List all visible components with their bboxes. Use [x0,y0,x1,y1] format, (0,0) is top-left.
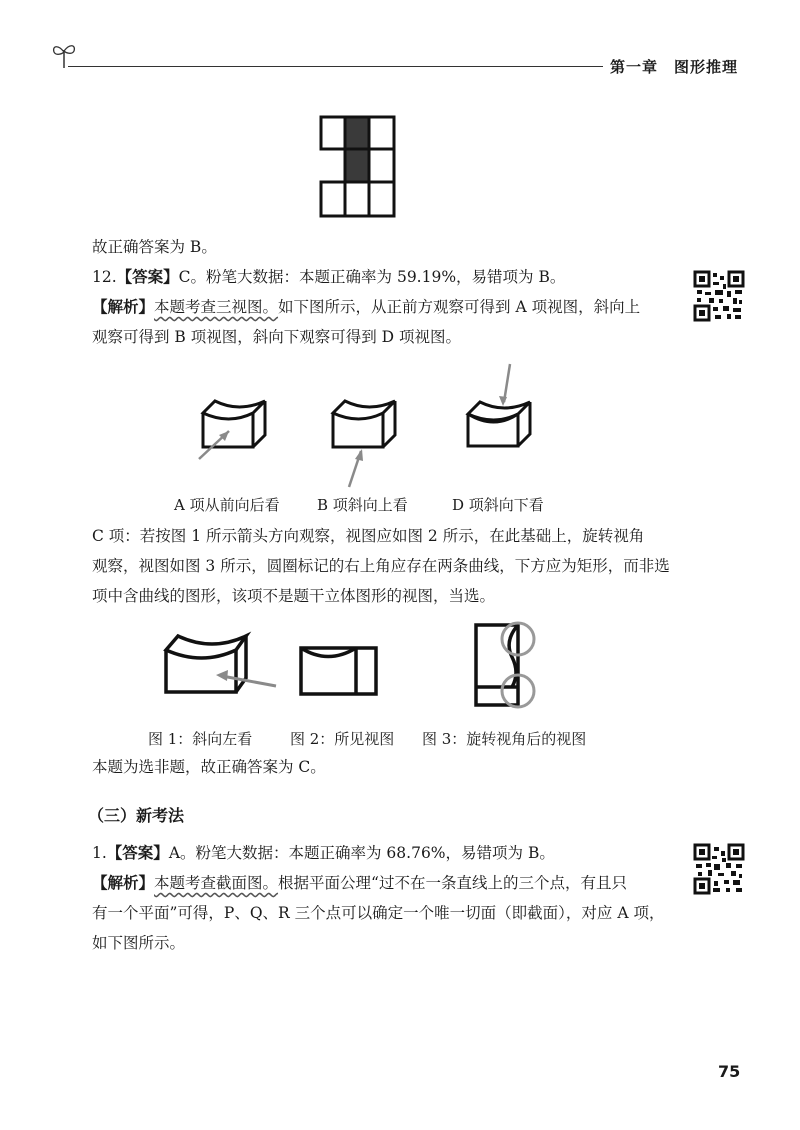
c-explanation-line3: 项中含曲线的图形，该项不是题干立体图形的视图，当选。 [92,587,496,605]
chapter-title: 第一章 图形推理 [610,58,739,76]
q12-analysis-line2: 观察可得到 B 项视图，斜向下观察可得到 D 项视图。 [92,328,462,346]
conclusion-line: 本题为选非题，故正确答案为 C。 [92,758,326,776]
figure-1 [160,628,280,698]
caption-fig2: 图 2：所见视图 [290,730,395,748]
caption-fig-b: B 项斜向上看 [317,496,408,514]
q1-analysis-line [92,872,672,894]
caption-fig1: 图 1：斜向左看 [148,730,253,748]
paragraph-answer-b: 故正确答案为 B。 [92,238,217,256]
figure-view-a [195,395,275,467]
q12-analysis-tag: 【解析】 [92,298,155,316]
q12-number: 12. [92,268,117,286]
q12-analysis-rest: 如下图所示，从正前方观察可得到 A 项视图，斜向上 [278,298,641,316]
figure-2 [298,645,380,697]
q12-analysis-topic: 本题考查三视图。 [154,298,279,316]
q1-analysis-tag: 【解析】 [92,874,155,892]
q1-analysis-line3: 如下图所示。 [92,934,186,952]
c-explanation-line1: C 项：若按图 1 所示箭头方向观察，视图应如图 2 所示，在此基础上，旋转视角 [92,527,645,545]
caption-fig-a: A 项从前向后看 [174,496,280,514]
q1-answer-text: A。粉笔大数据：本题正确率为 68.76%，易错项为 B。 [168,844,555,862]
q12-answer-line [92,266,672,288]
header-rule [68,66,603,67]
qr-code-icon[interactable] [693,270,745,322]
section-heading: （三）新考法 [88,806,185,825]
q1-analysis-line2: 有一个平面”可得，P、Q、R 三个点可以确定一个唯一切面（即截面），对应 A 项， [92,904,665,922]
caption-fig3: 图 3：旋转视角后的视图 [422,730,587,748]
q12-answer-tag: 【答案】 [116,268,179,286]
figure-view-b [325,395,405,490]
figure-3 [468,615,540,713]
q1-answer-line [92,842,672,864]
q12-analysis-line [92,296,672,318]
q1-answer-tag: 【答案】 [106,844,169,862]
q1-number: 1. [92,844,107,862]
caption-fig-d: D 项斜向下看 [452,496,544,514]
figure-view-d [460,360,545,455]
q1-analysis-rest: 根据平面公理“过不在一条直线上的三个点，有且只 [278,874,627,892]
q12-answer-text: C。粉笔大数据：本题正确率为 59.19%，易错项为 B。 [178,268,566,286]
grid-figure [318,114,398,220]
qr-code-icon[interactable] [693,843,745,895]
page-number: 75 [718,1062,741,1081]
q1-analysis-topic: 本题考查截面图。 [154,874,279,892]
c-explanation-line2: 观察，视图如图 3 所示，圆圈标记的右上角应存在两条曲线，下方应为矩形，而非选 [92,557,670,575]
